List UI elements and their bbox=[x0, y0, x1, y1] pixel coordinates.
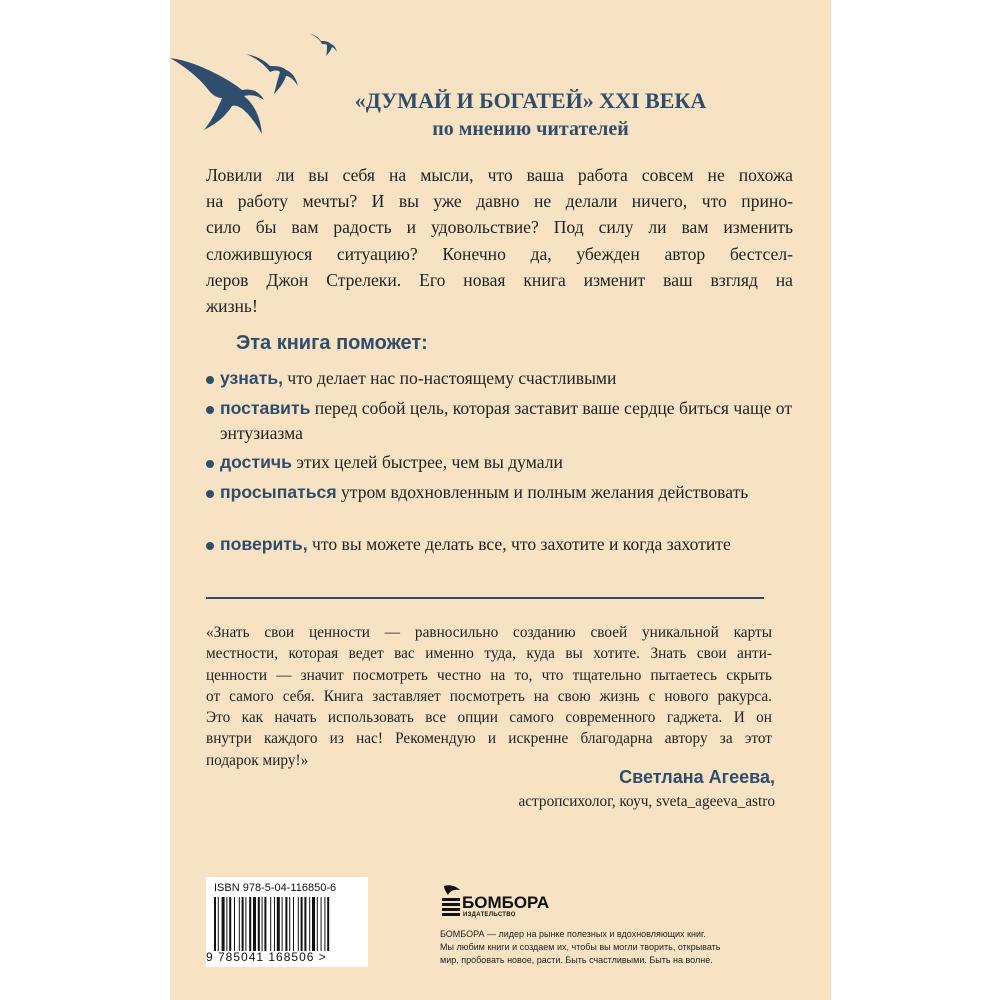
bullet-dot-icon bbox=[206, 490, 214, 498]
publisher-logo-subtitle: ИЗДАТЕЛЬСТВО bbox=[463, 912, 516, 918]
quote-line: внутри каждого из нас! Рекомендую и искренне благодарна автору за этот bbox=[206, 730, 772, 748]
bullet-dot-icon bbox=[206, 460, 214, 468]
benefit-keyword: узнать, bbox=[220, 368, 284, 388]
book-back-cover bbox=[170, 0, 831, 1000]
intro-line: сложившуюся ситуацию? Конечно да, убежден автор бестсел- bbox=[206, 243, 793, 264]
tagline-line: БОМБОРА — лидер на рынке полезных и вдохновляющих книг. bbox=[440, 929, 706, 939]
quote-line: Это как начать использовать все опции самого современного гаджета. И он bbox=[206, 709, 772, 727]
review-quote bbox=[206, 622, 772, 771]
benefit-text: этих целей быстрее, чем вы думали bbox=[291, 452, 563, 472]
quote-author-role: астропсихолог, коуч, sveta_ageeva_astro bbox=[518, 793, 775, 810]
intro-line: леров Джон Стрелеки. Его новая книга изменит ваш взгляд на bbox=[206, 269, 793, 290]
quote-line: «Знать свои ценности — равносильно созданию своей уникальной карты bbox=[206, 624, 772, 641]
intro-line: жизнь! bbox=[206, 296, 258, 317]
bombora-wave-icon bbox=[440, 884, 462, 918]
intro-line: сило бы вам радость и удовольствие? Под силу ли вам изменить bbox=[206, 217, 793, 238]
quote-line: от самого себя. Книга заставляет посмотреть на свою жизнь с нового ракурса. bbox=[206, 687, 772, 705]
benefit-keyword: поверить, bbox=[220, 534, 308, 554]
intro-paragraph bbox=[206, 162, 793, 319]
seagull-icon bbox=[310, 34, 337, 56]
publisher-tagline bbox=[440, 928, 740, 967]
barcode-icon bbox=[214, 897, 360, 951]
divider bbox=[206, 597, 764, 599]
headline-title: «ДУМАЙ И БОГАТЕЙ» XXI ВЕКА bbox=[354, 88, 707, 113]
quote-line: подарок миру!» bbox=[206, 751, 309, 769]
quote-author: Светлана Агеева, bbox=[619, 767, 775, 787]
headline-subtitle: по мнению читателей bbox=[432, 118, 629, 140]
isbn-barcode bbox=[206, 877, 368, 967]
bullet-dot-icon bbox=[206, 376, 214, 384]
benefits-heading: Эта книга поможет: bbox=[236, 332, 428, 354]
benefit-text: перед собой цель, которая заставит ваше сердце биться чаще от энтузиазма bbox=[220, 398, 793, 443]
intro-line: на работу мечты? И вы уже давно не делали ничего, что прино- bbox=[206, 191, 793, 212]
benefit-keyword: просыпаться bbox=[220, 482, 337, 502]
benefit-keyword: поставить bbox=[220, 398, 311, 418]
benefit-text: что вы можете делать все, что захотите и когда захотите bbox=[307, 534, 731, 554]
quote-line: ценности — значит посмотреть честно на то, что тщательно пытаетесь скрыть bbox=[206, 666, 772, 684]
bullet-dot-icon bbox=[206, 542, 214, 550]
benefit-text: утром вдохновленным и полным желания действовать bbox=[336, 482, 749, 502]
quote-line: местности, которая ведет вас именно туда, куда вы хотите. Знать свои анти- bbox=[206, 645, 772, 663]
isbn-label: ISBN 978-5-04-116850-6 bbox=[214, 882, 337, 894]
bullet-dot-icon bbox=[206, 406, 214, 414]
benefit-text: что делает нас по-настоящему счастливыми bbox=[283, 368, 617, 388]
publisher-logo: БОМБОРА bbox=[462, 893, 550, 912]
barcode-digits: 9 785041 168506 > bbox=[206, 950, 327, 964]
tagline-line: Мы любим книги и создаем их, чтобы вы могли творить, открывать bbox=[440, 942, 721, 952]
benefit-keyword: достичь bbox=[220, 452, 292, 472]
intro-line: Ловили ли вы себя на мысли, что ваша работа совсем не похожа bbox=[206, 165, 793, 185]
tagline-line: мир, пробовать новое, расти. Быть счастливыми. Быть на волне. bbox=[440, 955, 713, 965]
